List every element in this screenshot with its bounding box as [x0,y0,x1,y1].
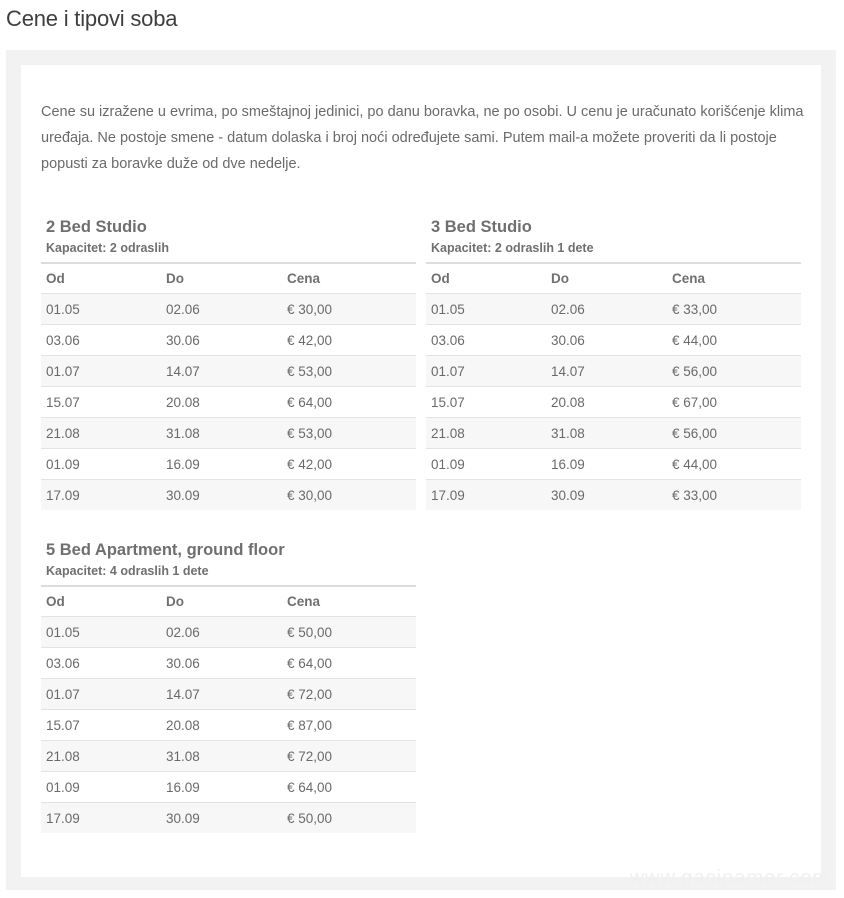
cell-to: 20.08 [161,387,282,418]
room-title: 3 Bed Studio [431,218,532,236]
cell-price: € 53,00 [282,418,416,449]
cell-from: 21.08 [426,418,546,449]
price-table [41,262,416,510]
table-row [41,648,416,679]
header-to: Do [161,586,282,617]
cell-to: 02.06 [546,294,667,325]
table-row [41,741,416,772]
cell-price: € 56,00 [667,418,801,449]
cell-price: € 50,00 [282,803,416,834]
header-from: Od [41,586,161,617]
cell-price: € 64,00 [282,772,416,803]
table-row [426,449,801,480]
cell-price: € 72,00 [282,741,416,772]
page-title: Cene i tipovi soba [6,6,178,31]
intro-text: Cene su izražene u evrima, po smeštajnoj jedinici, po danu boravka, ne po osobi. U cenu je uračunato korišćenje klima uređaja. Ne postoje smene - datum dolaska i broj noći određujete sami. Putem mail-a možete proveriti da li postoje popusti za boravke duže od dve nedelje. [41,104,804,172]
cell-price: € 72,00 [282,679,416,710]
table-row [426,480,801,511]
cell-price: € 64,00 [282,648,416,679]
table-row [41,449,416,480]
header-from: Od [426,263,546,294]
cell-to: 31.08 [161,741,282,772]
cell-from: 15.07 [41,710,161,741]
cell-price: € 64,00 [282,387,416,418]
cell-to: 14.07 [161,679,282,710]
cell-to: 30.06 [161,648,282,679]
table-row [426,325,801,356]
table-row [426,418,801,449]
table-row [41,294,416,325]
table-row [41,325,416,356]
cell-price: € 56,00 [667,356,801,387]
table-header-row [426,263,801,294]
cell-from: 01.09 [41,772,161,803]
cell-to: 20.08 [161,710,282,741]
cell-to: 16.09 [161,772,282,803]
room-block-5-bed-apartment [41,540,416,833]
table-row [41,803,416,834]
room-capacity: Kapacitet: 2 odraslih [46,241,169,255]
room-title: 5 Bed Apartment, ground floor [46,541,285,559]
table-row [41,710,416,741]
table-header-row [41,586,416,617]
table-row [41,387,416,418]
watermark: www.gacinamer.com [629,867,830,889]
room-block-2-bed-studio [41,217,416,510]
table-row [426,294,801,325]
table-row [41,418,416,449]
cell-to: 30.06 [161,325,282,356]
cell-price: € 42,00 [282,449,416,480]
price-table [426,262,801,510]
cell-from: 21.08 [41,418,161,449]
table-row [426,387,801,418]
header-to: Do [546,263,667,294]
cell-to: 16.09 [161,449,282,480]
cell-from: 01.05 [41,617,161,648]
cell-price: € 50,00 [282,617,416,648]
table-row [426,356,801,387]
cell-from: 01.07 [41,679,161,710]
header-to: Do [161,263,282,294]
table-row [41,617,416,648]
room-capacity: Kapacitet: 2 odraslih 1 dete [431,241,594,255]
cell-from: 17.09 [426,480,546,511]
table-row [41,679,416,710]
room-title: 2 Bed Studio [46,218,147,236]
cell-price: € 33,00 [667,294,801,325]
cell-from: 15.07 [41,387,161,418]
cell-price: € 44,00 [667,449,801,480]
room-block-3-bed-studio [426,217,801,510]
cell-price: € 42,00 [282,325,416,356]
table-row [41,480,416,511]
cell-to: 02.06 [161,294,282,325]
header-from: Od [41,263,161,294]
cell-from: 01.07 [426,356,546,387]
cell-price: € 44,00 [667,325,801,356]
cell-to: 14.07 [161,356,282,387]
price-table [41,585,416,833]
header-price: Cena [282,263,416,294]
cell-price: € 30,00 [282,480,416,511]
cell-from: 01.09 [426,449,546,480]
header-price: Cena [282,586,416,617]
table-header-row [41,263,416,294]
cell-to: 31.08 [546,418,667,449]
cell-price: € 67,00 [667,387,801,418]
cell-to: 30.09 [546,480,667,511]
cell-from: 01.09 [41,449,161,480]
cell-from: 03.06 [426,325,546,356]
cell-to: 20.08 [546,387,667,418]
cell-price: € 87,00 [282,710,416,741]
cell-from: 01.05 [426,294,546,325]
table-row [41,356,416,387]
cell-from: 03.06 [41,325,161,356]
cell-to: 30.09 [161,803,282,834]
cell-price: € 33,00 [667,480,801,511]
room-capacity: Kapacitet: 4 odraslih 1 dete [46,564,209,578]
cell-from: 15.07 [426,387,546,418]
header-price: Cena [667,263,801,294]
cell-from: 03.06 [41,648,161,679]
cell-to: 31.08 [161,418,282,449]
cell-price: € 53,00 [282,356,416,387]
cell-to: 02.06 [161,617,282,648]
cell-from: 17.09 [41,803,161,834]
cell-from: 01.05 [41,294,161,325]
cell-from: 21.08 [41,741,161,772]
cell-from: 01.07 [41,356,161,387]
cell-price: € 30,00 [282,294,416,325]
table-row [41,772,416,803]
cell-to: 30.09 [161,480,282,511]
cell-from: 17.09 [41,480,161,511]
cell-to: 30.06 [546,325,667,356]
cell-to: 16.09 [546,449,667,480]
cell-to: 14.07 [546,356,667,387]
